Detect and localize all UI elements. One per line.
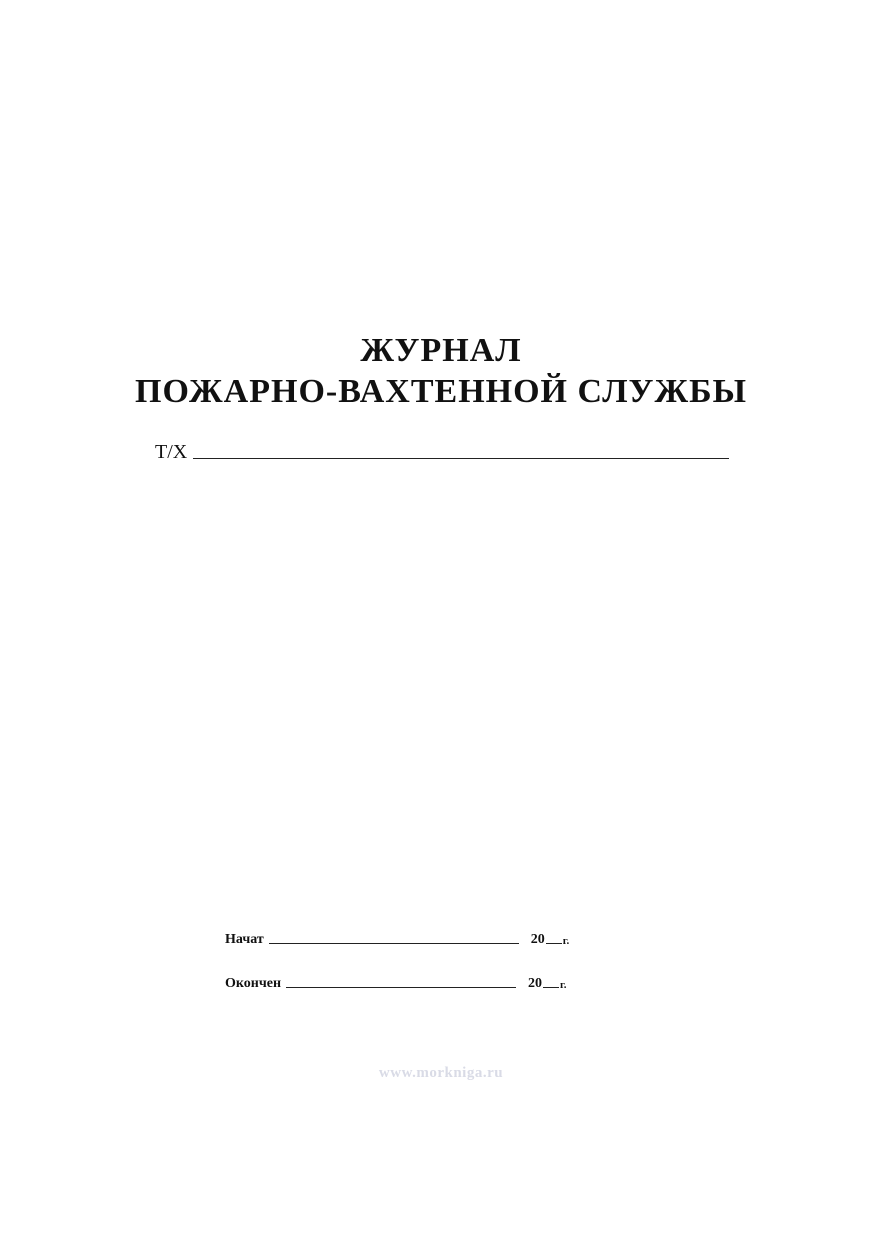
end-year-suffix: г. <box>560 979 567 991</box>
start-date-label: Начат <box>225 932 264 947</box>
vessel-name-row <box>155 438 729 462</box>
end-date-label: Окончен <box>225 976 282 991</box>
start-year-blank-line <box>546 942 562 944</box>
journal-title-line-1: ЖУРНАЛ <box>360 332 522 369</box>
start-year-suffix: г. <box>562 935 570 947</box>
start-year-prefix: 20 <box>530 932 545 947</box>
end-year-blank-line <box>543 986 559 988</box>
start-date-blank-line <box>269 942 519 944</box>
end-date-row <box>225 971 567 991</box>
end-year-prefix: 20 <box>528 976 543 991</box>
journal-title-line-2: ПОЖАРНО-ВАХТЕННОЙ СЛУЖБЫ <box>135 373 747 410</box>
end-date-blank-line <box>286 986 516 988</box>
watermark: www.morkniga.ru <box>378 1065 504 1081</box>
vessel-name-blank-line <box>193 457 729 459</box>
start-date-row <box>225 927 569 947</box>
vessel-label: Т/Х <box>155 441 188 463</box>
